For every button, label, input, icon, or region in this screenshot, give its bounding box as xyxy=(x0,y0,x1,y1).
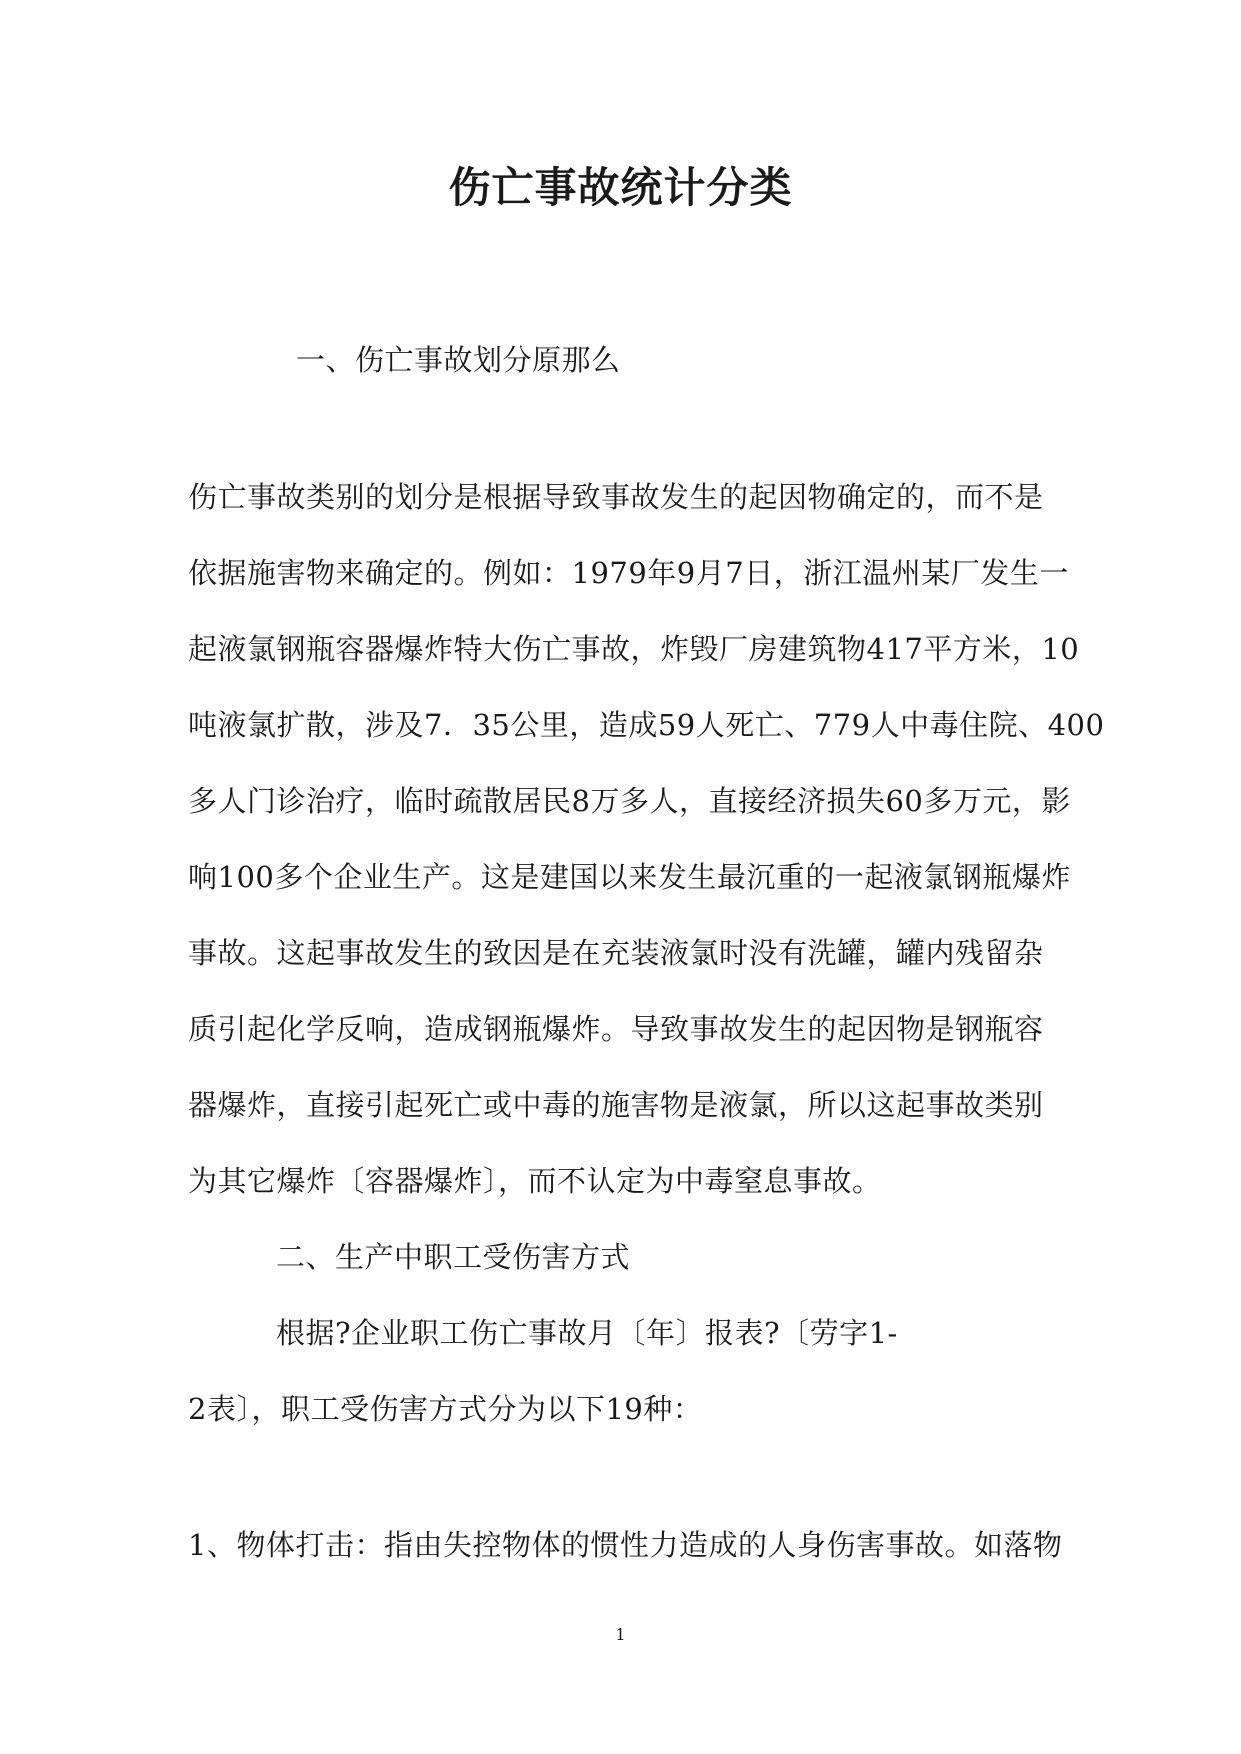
paragraph1-line-7: 事故。这起事故发生的致因是在充装液氯时没有洗罐，罐内残留杂 xyxy=(188,936,1044,970)
paragraph2-line-1: 根据?企业职工伤亡事故月〔年〕报表?〔劳字1- xyxy=(276,1316,898,1350)
document-title: 伤亡事故统计分类 xyxy=(448,163,793,212)
paragraph1-line-1: 伤亡事故类别的划分是根据导致事故发生的起因物确定的，而不是 xyxy=(188,480,1044,514)
item1-line: 1、物体打击：指由失控物体的惯性力造成的人身伤害事故。如落物 xyxy=(188,1528,1063,1562)
paragraph1-line-10: 为其它爆炸〔容器爆炸〕，而不认定为中毒窒息事故。 xyxy=(188,1164,882,1198)
paragraph1-line-4: 吨液氯扩散，涉及7．35公里，造成59人死亡、779人中毒住院、400 xyxy=(188,708,1105,742)
paragraph1-line-8: 质引起化学反响，造成钢瓶爆炸。导致事故发生的起因物是钢瓶容 xyxy=(188,1012,1044,1046)
paragraph1-line-2: 依据施害物来确定的。例如：1979年9月7日，浙江温州某厂发生一 xyxy=(188,556,1069,590)
section2-heading: 二、生产中职工受伤害方式 xyxy=(276,1240,631,1274)
section1-heading: 一、伤亡事故划分原那么 xyxy=(296,343,621,377)
paragraph1-line-6: 响100多个企业生产。这是建国以来发生最沉重的一起液氯钢瓶爆炸 xyxy=(188,860,1071,894)
page-number: 1 xyxy=(615,1625,626,1644)
paragraph1-line-3: 起液氯钢瓶容器爆炸特大伤亡事故，炸毁厂房建筑物417平方米，10 xyxy=(188,632,1080,666)
paragraph1-line-9: 器爆炸，直接引起死亡或中毒的施害物是液氯，所以这起事故类别 xyxy=(188,1088,1044,1122)
paragraph1-line-5: 多人门诊治疗，临时疏散居民8万多人，直接经济损失60多万元，影 xyxy=(188,784,1071,818)
paragraph2-line-2: 2表〕，职工受伤害方式分为以下19种： xyxy=(188,1392,703,1426)
